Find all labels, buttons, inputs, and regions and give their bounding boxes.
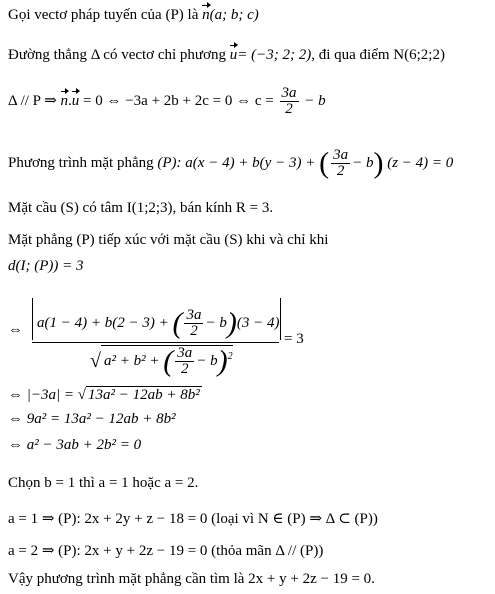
fraction-denominator: 2 <box>336 163 345 179</box>
line-direction-vector <box>8 46 445 64</box>
fraction <box>280 86 299 117</box>
distance-fraction <box>8 298 308 378</box>
fraction <box>184 308 203 339</box>
fraction-numerator: a(1 − 4) + b(2 − 3) + ( $\frac{3a}{2}$ − b)(3 − 4) <box>32 298 281 340</box>
math-expr: (a; b; c) <box>209 7 259 23</box>
fraction-denominator: 2 <box>285 101 293 117</box>
exponent: 2 <box>227 350 233 362</box>
math-expr: = 0 ⇔ −3a + 2b + 2c = 0 ⇔ c = <box>83 92 274 109</box>
line-choose-b: Chọn b = 1 thì a = 1 hoặc a = 2. <box>8 475 199 491</box>
math-expr: (P): a(x − 4) + b(y − 3) + <box>157 154 316 171</box>
line-text: Đường thẳng Δ có vectơ chỉ phương <box>8 47 226 63</box>
line-plane-equation: Phương trình mặt phẳng (P): a(x − 4) + b(y − 3) + ( $\frac{3a}{2}$ − b) (z − 4) = 0 <box>8 146 454 180</box>
line-text: Gọi vectơ pháp tuyến của (P) là <box>8 7 199 23</box>
line-distance: d(I; (P)) = 3 <box>8 258 84 274</box>
fraction-bar <box>32 342 279 343</box>
line-parallel-condition <box>8 86 326 117</box>
vector-n: n <box>202 7 210 23</box>
vector-u: u <box>71 92 80 109</box>
math-expr: − b <box>196 352 218 369</box>
line-text: Phương trình mặt phẳng <box>8 154 154 171</box>
fraction-numerator: 3a <box>281 85 297 101</box>
math-expr: Δ // P ⇒ <box>8 92 57 109</box>
line-sphere: Mặt cầu (S) có tâm I(1;2;3), bán kính R = 3. <box>8 200 274 216</box>
line-normal-vector <box>8 6 259 24</box>
fraction-numerator: 3a <box>186 307 202 323</box>
math-expr: ⇔ |−3a| = <box>8 387 74 403</box>
dot-operator: . <box>68 92 72 109</box>
sqrt-icon: √ <box>90 349 101 372</box>
line-text: , đi qua điểm N(6;2;2) <box>311 47 445 63</box>
sqrt-icon: √ <box>77 387 86 403</box>
fraction-numerator: 3a <box>333 147 349 163</box>
fraction-numerator: 3a <box>177 345 193 361</box>
line-step-square: ⇔ 9a² = 13a² − 12ab + 8b² <box>8 411 176 427</box>
math-expr: − b <box>352 154 374 171</box>
line-conclusion: Vậy phương trình mặt phẳng cần tìm là 2x + y + 2z − 19 = 0. <box>8 571 375 587</box>
line-tangent-condition: Mặt phẳng (P) tiếp xúc với mặt cầu (S) khi và chỉ khi <box>8 232 329 248</box>
vector-n: n <box>60 92 69 109</box>
math-expr: = 3 <box>284 331 304 347</box>
math-expr: (3 − 4) <box>236 314 280 331</box>
fraction-denominator: 2 <box>180 361 189 377</box>
fraction-denominator: √ a² + b² + ( $\frac{3a}{2}$ − b)$^2$ <box>90 344 233 378</box>
line-case-a2: a = 2 ⇒ (P): 2x + y + 2z − 19 = 0 (thỏa mãn Δ // (P)) <box>8 543 324 559</box>
fraction <box>331 148 350 179</box>
equivalence-symbol: ⇔ <box>8 322 23 338</box>
line-step-quadratic: ⇔ a² − 3ab + 2b² = 0 <box>8 437 142 453</box>
vector-u: u <box>229 47 238 63</box>
fraction-denominator: 2 <box>190 323 198 339</box>
fraction <box>175 346 194 377</box>
math-expr: = (−3; 2; 2) <box>237 47 312 63</box>
math-expr: a(1 − 4) + b(2 − 3) + <box>37 314 169 331</box>
line-step-abs <box>8 386 202 404</box>
math-expr: − b <box>205 314 227 331</box>
math-expr: (z − 4) = 0 <box>387 154 454 171</box>
line-case-a1: a = 1 ⇒ (P): 2x + 2y + z − 18 = 0 (loại vì N ∈ (P) ⇒ Δ ⊂ (P)) <box>8 511 378 527</box>
math-expr: 13a² − 12ab + 8b² <box>87 387 200 403</box>
math-expr: a² + b² + <box>103 352 160 369</box>
math-expr: − b <box>304 92 326 109</box>
